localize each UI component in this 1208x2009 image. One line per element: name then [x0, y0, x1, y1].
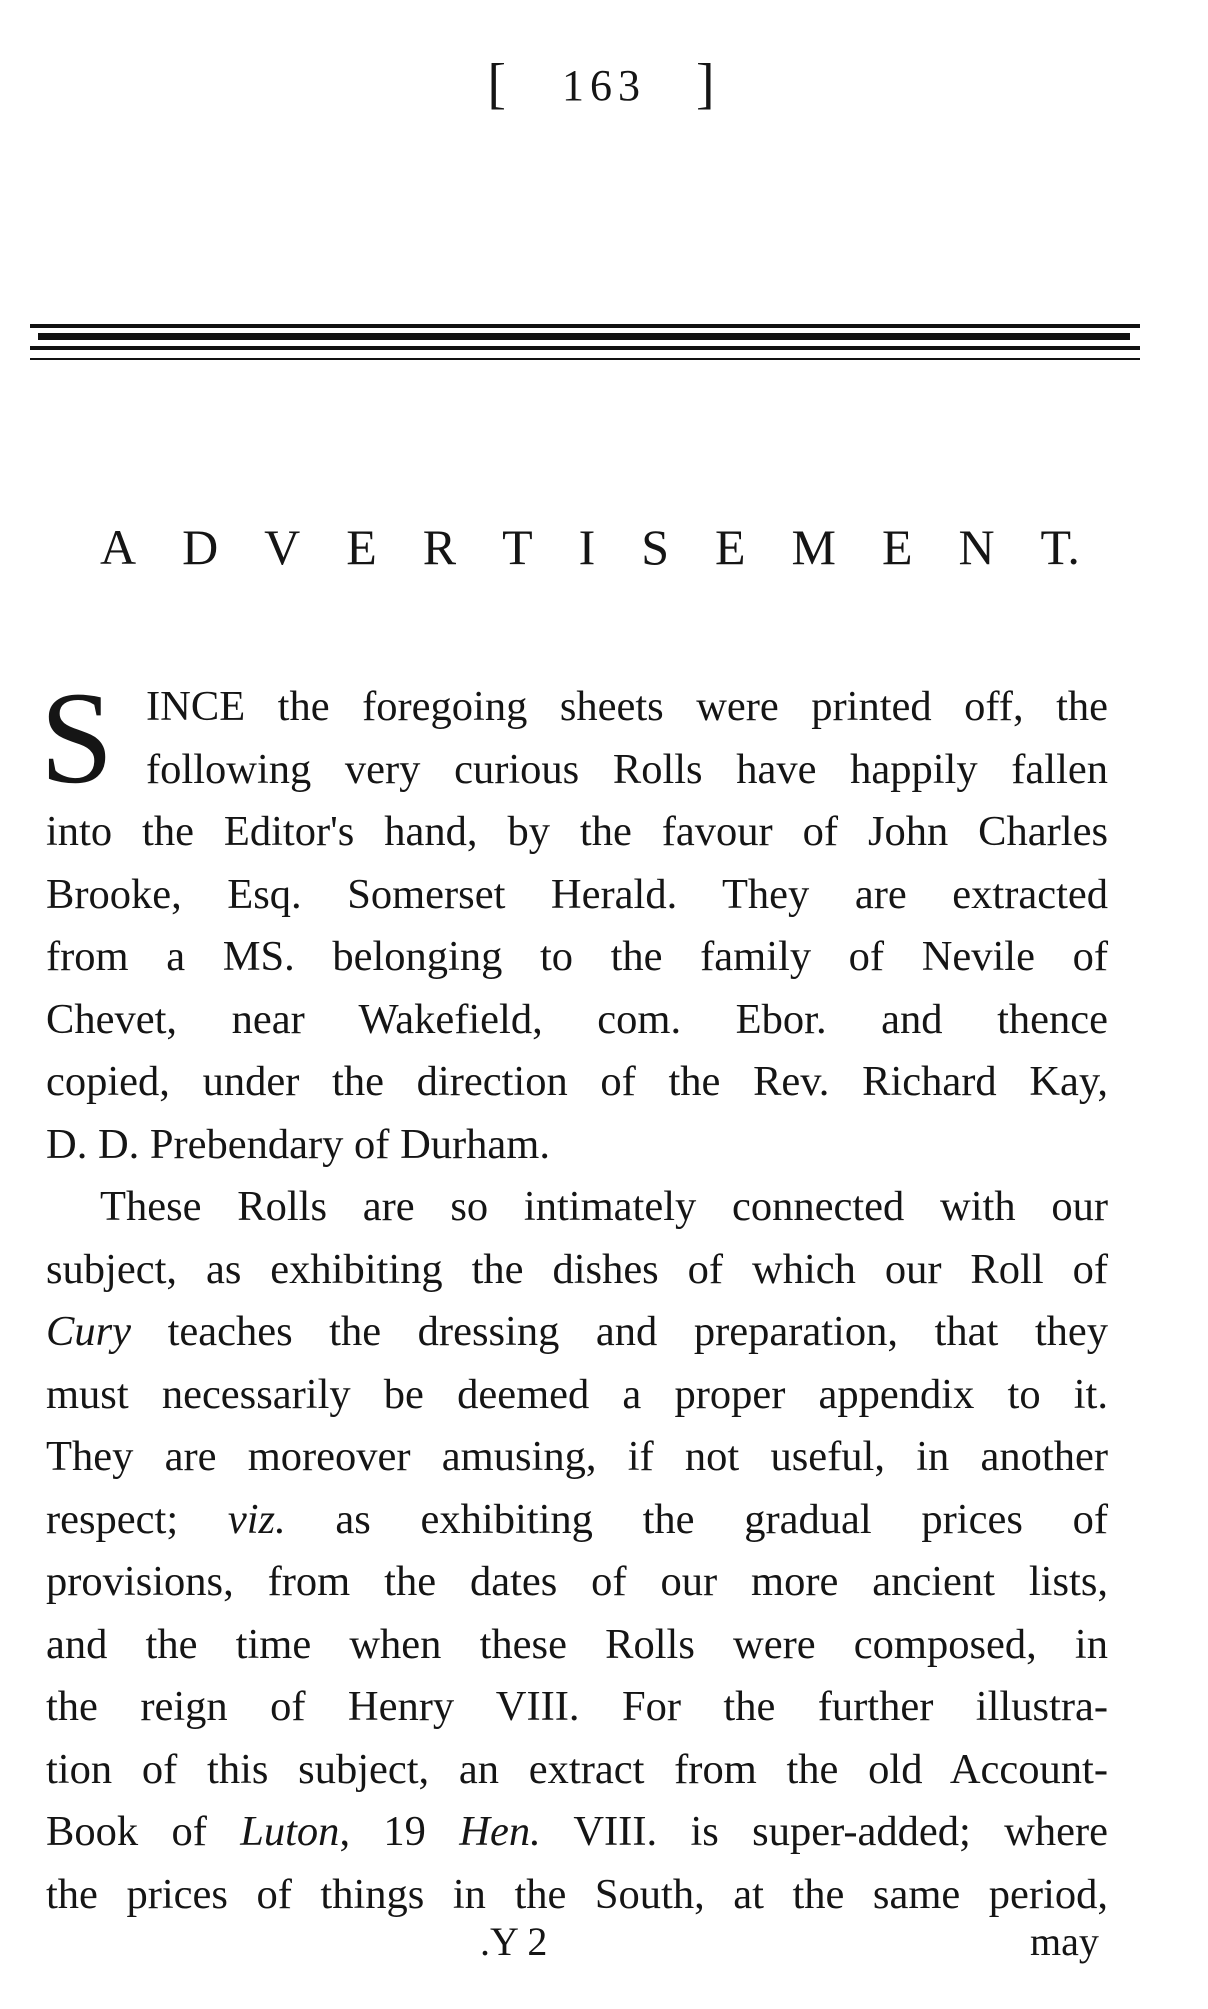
title-letter: R [422, 519, 457, 575]
paragraph-2 [46, 1176, 1108, 1926]
text-line: following very curious Rolls have happily fallen [146, 745, 1108, 793]
signature-mark: .Y 2 [480, 1919, 548, 1964]
title-letter: T [502, 519, 533, 575]
text-line: the prices of things in the South, at the same period, [46, 1870, 1108, 1918]
bracket-open: [ [487, 53, 512, 115]
text-span: Book of [46, 1808, 241, 1855]
title-letter: D [182, 519, 219, 575]
text-line [46, 1301, 1108, 1364]
page-number [0, 52, 1208, 116]
title-letter: V [264, 519, 301, 575]
text-line: from a MS. belonging to the family of Nevile of [46, 933, 1108, 980]
paragraph-1 [40, 664, 1108, 1176]
page-number-value: 163 [562, 61, 646, 110]
ornamental-rule [30, 316, 1140, 366]
italic-word: Luton [240, 1808, 340, 1855]
text-line [46, 1489, 1108, 1552]
catchword: may [1030, 1919, 1099, 1964]
bracket-close: ] [696, 53, 721, 115]
title-letter: E [346, 519, 377, 575]
title-letter: T. [1040, 519, 1080, 575]
text-line: into the Editor's hand, by the favour of John Charles [46, 808, 1108, 855]
title-letter: N [958, 519, 995, 575]
title-letter: I [578, 519, 596, 575]
italic-word: Hen. [459, 1808, 541, 1855]
text-line: and the time when these Rolls were composed, in [46, 1620, 1108, 1668]
rule-line-4 [30, 358, 1140, 360]
text-line: INCE the foregoing sheets were printed off, the [146, 683, 1108, 730]
title-letter: S [641, 519, 670, 575]
rule-line-2 [38, 333, 1130, 340]
italic-word: viz. [227, 1495, 286, 1543]
drop-cap: S [40, 664, 114, 811]
title-letter: E [881, 519, 913, 575]
rule-line-1 [30, 324, 1140, 328]
text-line: the reign of Henry VIII. For the further illustra- [46, 1683, 1108, 1730]
title-letter: E [715, 519, 746, 575]
page-title [100, 518, 1080, 576]
text-span: VIII. is super-added; where [540, 1808, 1109, 1855]
text-line: Chevet, near Wakefield, com. Ebor. and thence [46, 995, 1108, 1043]
title-letter: A [100, 519, 137, 575]
text-span: respect; [46, 1495, 228, 1543]
text-span: as exhibiting the gradual prices of [285, 1495, 1108, 1543]
body-text [40, 664, 1109, 1926]
text-line: copied, under the direction of the Rev. Richard Kay, [46, 1058, 1108, 1105]
text-line: D. D. Prebendary of Durham. [46, 1120, 550, 1168]
italic-word: Cury [46, 1308, 131, 1355]
text-line: must necessarily be deemed a proper appendix to it. [46, 1370, 1108, 1418]
text-span: , 19 [339, 1808, 460, 1855]
text-span: teaches the dressing and preparation, that they [131, 1308, 1108, 1355]
text-line: These Rolls are so intimately connected with our [100, 1183, 1108, 1230]
text-line: provisions, from the dates of our more ancient lists, [46, 1558, 1108, 1605]
text-line: They are moreover amusing, if not useful, in another [46, 1433, 1108, 1480]
text-line [46, 1801, 1108, 1864]
rule-line-3 [30, 346, 1140, 350]
text-line: tion of this subject, an extract from the old Account- [46, 1745, 1108, 1793]
text-line: subject, as exhibiting the dishes of which our Roll of [46, 1245, 1108, 1293]
text-line: Brooke, Esq. Somerset Herald. They are extracted [46, 870, 1108, 918]
title-letter: M [791, 519, 836, 575]
